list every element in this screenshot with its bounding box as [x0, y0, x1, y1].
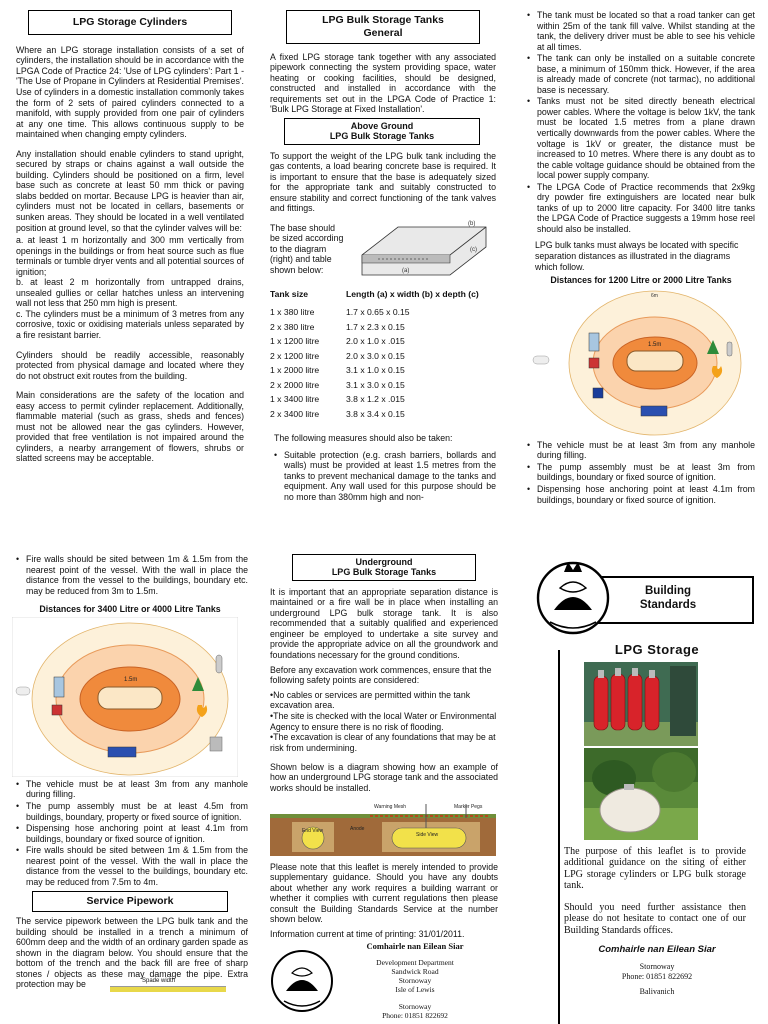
table-cell: 3.8 x 1.2 x .015: [346, 394, 405, 405]
banner-line: Standards: [639, 599, 697, 612]
table-row: [270, 305, 496, 319]
list-item: • Tanks must not be sited directly beneath electrical power cables. Where the voltage is below 1kV, the tank must be located 1.5 metres from a plane drawn vertically downwards from the power cables. Where the voltage is 1kV or greater, the distance must be increased to 10 metres. Where there is any doubt as to the cable voltage guidance should be obtained from the local power supply company.: [527, 96, 755, 180]
safety-point: •No cables or services are permitted within the tank excavation area.: [270, 689, 471, 711]
separation-distance-diagram-small: [527, 288, 755, 438]
svg-text:(a): (a): [402, 267, 410, 274]
measures-list: [270, 450, 496, 503]
paragraph: Should you need further assistance then please do not hesitate to contact one of our Building Standards offices.: [564, 901, 746, 936]
list-item: • The tank must be located so that a road tanker can get within 25m of the tank fill valve. Whilst standing at the tank, the delivery driver must be able to see his vehicle at all times.: [527, 10, 755, 52]
office-name: Balivanich: [639, 987, 675, 997]
column-bulk-continued: [527, 10, 755, 506]
address-line: Sandwick Road: [391, 966, 439, 976]
column-bulk-general: [270, 10, 496, 503]
diagram-label-side-view: Side View: [416, 831, 439, 838]
list-item: • The LPGA Code of Practice recommends that 2x9kg dry powder fire extinguishers are located near bulk tanks of up to 2000 litre capacity. For 3400 litre tanks the LPGA Code of Practice suggests a 19mm hose reel should also be installed.: [527, 182, 755, 235]
office-name: Stornoway: [398, 1002, 432, 1012]
diagram-notes-list: [12, 779, 248, 887]
paragraph: It is important that an appropriate separation distance is maintained or a fire wall be in place when installing an underground LPG bulk storage tank. It is also recommended that a suitably qualified and experienced engineer be employed to undertake a site survey and provide the appropriate advice on all the groundwork and foundations necessary for the ground conditions.: [270, 586, 498, 660]
list-item: • The vehicle must be at least 3m from any manhole during filling.: [527, 440, 755, 461]
table-cell: 3.1 x 3.0 x 0.15: [346, 379, 405, 390]
paragraph: Before any excavation work commences, ensure that the following safety points are considered:: [270, 664, 492, 686]
table-row: [270, 349, 496, 363]
title-line: LPG Bulk Storage Tanks: [322, 14, 444, 26]
column-cylinders: [16, 10, 244, 473]
safety-points: [270, 690, 498, 754]
diagram-title: Distances for 3400 Litre or 4000 Litre Tanks: [39, 604, 221, 615]
section-title-bulk: [286, 10, 480, 44]
title-line: Above Ground: [350, 120, 414, 131]
paragraph: Cylinders should be readily accessible, reasonably protected from physical damage and located where they do not obstruct exit routes from the building.: [16, 349, 244, 381]
subsection-title-above-ground: [284, 118, 480, 145]
list-item: • Dispensing hose anchoring point at least 4.1m from buildings, boundary or fixed source of ignition.: [16, 823, 248, 844]
table-header: Tank size: [270, 288, 309, 299]
table-cell: 2.0 x 3.0 x 0.15: [346, 350, 405, 361]
section-title-underground: [292, 554, 476, 581]
council-name: Comhairle nan Eilean Siar: [598, 944, 716, 956]
paragraph: The base should be sized according to the diagram (right) and table shown below:: [270, 222, 344, 276]
diagram-label-end-view: End View: [302, 827, 324, 834]
requirements-list: [527, 10, 755, 234]
title-line: LPG Bulk Storage Tanks: [329, 131, 435, 142]
table-cell: 1 x 1200 litre: [270, 336, 320, 347]
diagram-label-anode: Anode: [350, 825, 365, 832]
separation-distance-diagram-large: [12, 617, 238, 777]
council-contact: [270, 941, 498, 1024]
section-title-service-pipework: Service Pipework: [32, 891, 228, 912]
cover-heading: LPG Storage: [614, 642, 700, 657]
list-item: • The tank can only be installed on a suitable concrete base, a minimum of 150mm thick. However, if the area is already made of concrete (not tarmac), no additional base is necessary.: [527, 53, 755, 95]
list-item: • Dispensing hose anchoring point at least 4.1m from buildings, boundary or fixed source of ignition.: [527, 484, 755, 505]
council-crest-icon: [270, 943, 334, 1019]
address-line: Isle of Lewis: [395, 985, 435, 995]
column-cover: [530, 548, 756, 997]
cover-banner: [530, 548, 756, 652]
cylinders-photo: [584, 662, 698, 746]
table-cell: 2.0 x 1.0 x .015: [346, 336, 405, 347]
list-item: • The vehicle must be at least 3m from any manhole during filling.: [16, 779, 248, 800]
paragraph: Shown below is a diagram showing how an example of how an underground LPG storage tank and the associated works should be installed.: [270, 761, 498, 794]
offices: [530, 962, 756, 997]
paragraph: Please note that this leaflet is merely intended to provide supplementary guidance. Should you have any doubts about whether any work requires a building warrant or whether it complies with current regulations then please consult the Building Standards Service at the number shown below.: [270, 861, 498, 925]
banner-line: Building: [645, 585, 691, 597]
table-row: [270, 407, 496, 421]
service-row: [12, 916, 248, 990]
table-header-row: [270, 287, 496, 301]
phone-number: Phone: 01851 822692: [382, 1011, 448, 1021]
table-row: [270, 378, 496, 392]
diagram-notes-list: [527, 440, 755, 505]
paragraph: Where an LPG storage installation consists of a set of cylinders, the installation should be in accordance with the LPGA Code of Practice 24: 'Use of LPG cylinders': Part 1 - 'The Use of Propane in Cylinders at Residential Premises'. Use of cylinders in a domestic installation commonly takes the form of 2 sets of paired cylinders connected to a manifold, with supply provided from one pair of cylinders at any one time. This allows continuous supply to be maintained when changing empty cylinders.: [16, 44, 244, 140]
list-item: • The pump assembly must be at least 3m from buildings, boundary or fixed source of ignition.: [527, 462, 755, 483]
svg-text:1.5m: 1.5m: [648, 341, 662, 348]
trench-diagram: [108, 980, 228, 994]
table-cell: 1 x 380 litre: [270, 307, 315, 318]
council-crest-icon: [534, 552, 612, 644]
paragraph: A fixed LPG storage tank together with any associated pipework connecting the system providing space, water heating or cooking facilities, should be designed, constructed and installed in accordance with the requirements set out in the LPGA Code of Practice 1: 'Bulk LPG Storage at Fixed Installation'.: [270, 51, 496, 115]
office-name: Stornoway: [639, 961, 675, 971]
concrete-base-diagram: [358, 217, 494, 279]
paragraph: Main considerations are the safety of the location and easy access to permit cylinder replacement. Additionally, flammable material (such as grass, sheds and fences) must not be allowed near the gas cylinders. However, provided that free ventilation is not impaired around the cylinders, a nearby arrangement of flowers, shrubs or slatted screens may be acceptable.: [16, 390, 244, 464]
diagram-label-marker-pegs: Marker Pegs: [454, 803, 483, 810]
table-cell: 2 x 380 litre: [270, 321, 315, 332]
title-line: LPG Bulk Storage Tanks: [331, 567, 437, 578]
table-cell: 3.8 x 3.4 x 0.15: [346, 408, 405, 419]
paragraph: LPG bulk tanks must always be located with specific separation distances as illustrated in the diagrams which follow.: [535, 240, 739, 272]
paragraph: a. at least 1 m horizontally and 300 mm vertically from openings in the buildings or from heat source such as flue terminals or tumble dryer vents and all potential sources of ignition;: [16, 235, 244, 277]
diagram-label-warning-mesh: Warning Mesh: [374, 803, 407, 810]
svg-text:6m: 6m: [651, 292, 658, 299]
list-item: • The pump assembly must be at least 4.5m from buildings, boundary, property or fixed source of ignition.: [16, 801, 248, 822]
table-cell: 1.7 x 2.3 x 0.15: [346, 321, 405, 332]
address-line: Development Department: [376, 957, 454, 967]
title-line: Underground: [355, 557, 413, 567]
diagram-title: Distances for 1200 Litre or 2000 Litre Tanks: [550, 275, 732, 286]
council-name: Comhairle nan Eilean Siar: [366, 941, 464, 952]
address-line: Stornoway: [398, 976, 432, 986]
list-item: • Fire walls should be sited between 1m & 1.5m from the nearest point of the vessel. With the wall in place the distance from the vessel to the buildings, boundary etc. may be reduced from 7.5m to 4m.: [16, 845, 248, 887]
fire-wall-list: [12, 554, 248, 596]
table-cell: 1 x 3400 litre: [270, 394, 320, 405]
paragraph: The service pipework between the LPG bulk tank and the building should be installed in a trench a minimum of 600mm deep and the width of an ordinary garden spade as shown in the diagram below. You should ensure that the bottom of the trench and the back fill are free of sharp stones / objects as these may damage the pipe. Extra protection may be: [16, 916, 248, 990]
table-row: [270, 334, 496, 348]
paragraph: Any installation should enable cylinders to stand upright, secured by straps or chains against a wall outside the building. Cylinders should be positioned on a firm, level base such as concrete at least 50 mm thick or paving slabs bedded on mortar. Because LPG is heavier than air, cylinders must not be located in cellars, basements or sunken areas. They should be located in a well ventilated position at ground level, so that the cylinder valves will be:: [16, 148, 244, 233]
list-item: • Suitable protection (e.g. crash barriers, bollards and walls) must be provided at least 1.5 metres from the tanks to prevent mechanical damage to the tanks and equipment. Any wall used for this purpose should be no more than 380mm high and non-: [274, 450, 496, 503]
title-line: General: [363, 26, 403, 39]
svg-text:(c): (c): [470, 246, 477, 253]
safety-point: •The site is checked with the local Water or Environmental Agency to ensure there is no risk of flooding.: [270, 711, 497, 732]
table-row: [270, 363, 496, 377]
paragraph: c. The cylinders must be a minimum of 3 metres from any corrosive, toxic or oxidising materials unless separated by a fire resistant barrier.: [16, 308, 244, 341]
list-item: • Fire walls should be sited between 1m & 1.5m from the nearest point of the vessel. With the wall in place the distance from the vessel to the buildings, boundary etc. may be reduced from 3m to 1.5m.: [16, 554, 248, 596]
section-title-cylinders: LPG Storage Cylinders: [28, 10, 232, 35]
table-cell: 2 x 2000 litre: [270, 379, 320, 390]
svg-text:(b): (b): [468, 220, 476, 227]
paragraph: To support the weight of the LPG bulk tank including the gas contents, a load bearing concrete base is required. It is important to ensure that the base is adequately sized for the appropriate tank and suitably constructed to ensure stability and correct functioning of the tank valves and fittings.: [270, 150, 496, 214]
bulk-tank-photo: [584, 748, 698, 840]
paragraph: The following measures should also be taken:: [274, 433, 453, 444]
table-cell: 2 x 1200 litre: [270, 350, 320, 361]
underground-tank-diagram: [270, 800, 496, 856]
table-cell: 2 x 3400 litre: [270, 408, 320, 419]
cover-divider: [558, 650, 560, 1024]
paragraph: The purpose of this leaflet is to provide additional guidance on the siting of either LPG storage cylinders or LPG bulk storage tank.: [564, 845, 746, 892]
column-large-tanks: [12, 554, 248, 990]
safety-point: •The excavation is clear of any foundations that may be at risk from undermining.: [270, 732, 496, 754]
base-row: [270, 220, 496, 285]
paragraph: b. at least 2 m horizontally from untrapped drains, unsealed gullies or cellar hatches unless an intervening wall not less that 250 mm high is present.: [16, 277, 244, 309]
table-cell: 1.7 x 0.65 x 0.15: [346, 307, 410, 318]
table-header: Length (a) x width (b) x depth (c): [346, 288, 479, 299]
table-row: [270, 392, 496, 406]
table-cell: 1 x 2000 litre: [270, 365, 320, 376]
print-date: Information current at time of printing: 31/01/2011.: [270, 928, 465, 939]
table-row: [270, 320, 496, 334]
tank-size-table: [270, 287, 496, 421]
phone-number: Phone: 01851 822692: [621, 971, 693, 981]
svg-text:1.5m: 1.5m: [124, 676, 138, 683]
spade-width-label: Spade width: [142, 978, 176, 984]
column-underground: [270, 554, 498, 1024]
table-cell: 3.1 x 1.0 x 0.15: [346, 365, 405, 376]
